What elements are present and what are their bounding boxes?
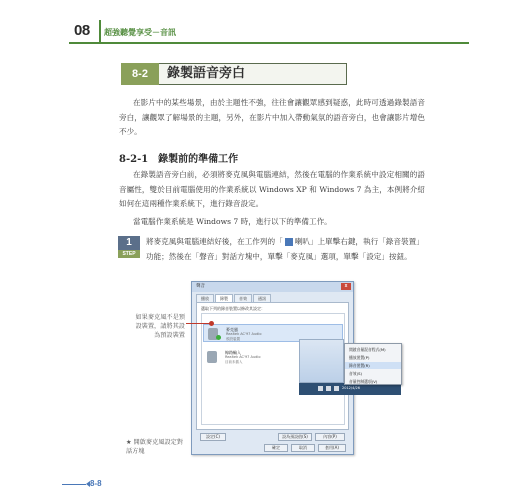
panel-caption: 選取下列的錄音裝置以修改其設定： [201,306,265,311]
step-text-after: 喇叭」上單擊右鍵，執行「錄音裝置」功能；然後在「聲音」對話方塊中，單擊「麥克風」選項，單擊「設定」按鈕。 [146,237,424,261]
speaker-icon [285,238,293,246]
dialog-titlebar [192,282,353,292]
flag-icon [334,386,339,391]
intro-paragraph: 在影片中的某些場景，由於主題性不強，往往會讓觀眾感到疑惑，此時可透過錄製語音旁白，讓觀眾了解場景的主題，另外，在影片中加入帶動氣氛的語音旁白，也會讓影片增色不少。 [119,98,425,136]
device-driver: Realtek AC'97 Audio [225,355,261,359]
header-rule [69,42,469,44]
dialog-tabs [196,294,272,302]
set-default-button[interactable]: 設為預設值(S) [278,433,312,441]
tab-playback[interactable]: 播放 [196,294,214,302]
step-badge [118,236,140,258]
step-text-before: 將麥克風與電腦連結好後，在工作列的「 [146,237,283,246]
cancel-button[interactable]: 取消 [291,444,315,452]
taskbar-clock: 2012/4/26 [342,386,360,390]
step-label: STEP [118,250,140,258]
step-number: 1 [118,236,140,250]
network-icon [318,386,323,391]
configure-button[interactable]: 設定(C) [200,433,226,441]
os-note: 當電腦作業系統是 Windows 7 時，進行以下的準備工作。 [133,217,332,226]
speaker-context-menu [344,343,402,385]
menu-item-playback-devices[interactable]: 播放裝置(P) [349,355,370,360]
device-name: 麥克風 [226,327,238,332]
ok-button[interactable]: 確定 [264,444,288,452]
device-status: 目前未插入 [225,360,243,364]
callout-pointer-dot [209,321,214,326]
menu-item-volume-control[interactable]: 音量控制選項(V) [349,379,378,384]
apply-button[interactable]: 套用(A) [318,444,346,452]
desktop-background [299,339,344,383]
step-instructions [146,235,427,264]
tab-sounds[interactable]: 音效 [234,294,252,302]
check-icon [216,335,221,340]
chapter-number: 08 [74,22,90,39]
menu-item-volume-mixer[interactable]: 開啟音量混音程式(M) [349,347,386,352]
footer-rule [62,484,86,485]
callout-default-device: 如果麥克風不是預設裝置，請將其設為預設裝置 [135,314,185,339]
subsection-heading: 8-2-1 錄製前的準備工作 [119,154,239,165]
close-button[interactable]: x [341,283,351,290]
line-in-icon [207,351,217,363]
menu-item-recording-devices[interactable]: 錄音裝置(R) [345,362,401,369]
tab-communications[interactable]: 通訊 [253,294,271,302]
device-status: 預設裝置 [226,337,240,341]
menu-item-sounds[interactable]: 音效(S) [349,371,362,376]
properties-button[interactable]: 內容(P) [315,433,345,441]
dialog-title: 聲音 [196,284,205,289]
chapter-title: 超強聽覺享受－音訊 [104,28,176,37]
device-driver: Realtek AC'97 Audio [226,332,262,336]
callout-pointer-line [186,323,211,324]
device-name: 線路輸入 [225,350,241,355]
page-number: 8-8 [90,479,102,488]
subsection-paragraph: 在錄製語音旁白前，必須將麥克風與電腦連結，然後在電腦的作業系統中設定相關的語音屬性，雙於目前電腦使用的作業系統以 Windows XP 和 Windows 7 為主，本例將介紹如何在這兩種作業系統下，進行錄音設定。 [119,170,425,208]
section-title: 錄製語音旁白 [167,66,246,81]
speaker-icon[interactable] [326,386,331,391]
callout-open-settings: ★ 開啟麥克風設定對話方塊 [126,439,184,455]
section-number: 8-2 [121,63,159,85]
tab-recording[interactable]: 錄製 [215,294,233,302]
